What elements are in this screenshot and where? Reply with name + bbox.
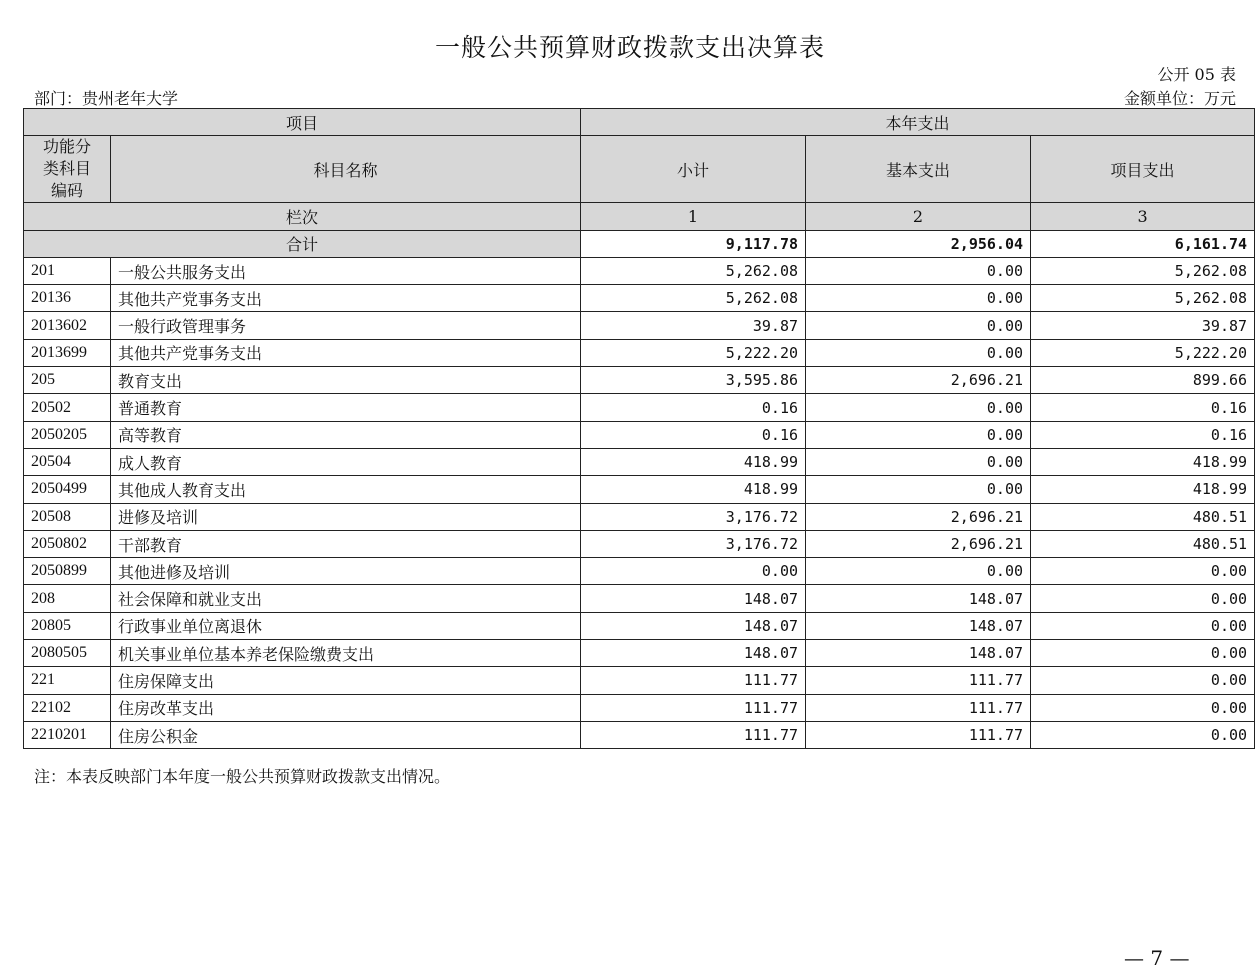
row-code: 2013699 [24, 339, 111, 366]
total-basic: 2,956.04 [806, 230, 1031, 257]
footnote: 注：本表反映部门本年度一般公共预算财政拨款支出情况。 [34, 767, 451, 786]
row-subtotal: 111.77 [581, 694, 806, 721]
row-project: 0.00 [1031, 667, 1255, 694]
row-subtotal: 39.87 [581, 312, 806, 339]
header-basic: 基本支出 [806, 136, 1031, 203]
row-basic: 2,696.21 [806, 367, 1031, 394]
row-subtotal: 3,176.72 [581, 503, 806, 530]
row-subject-name: 其他进修及培训 [111, 558, 581, 585]
row-code: 2210201 [24, 721, 111, 748]
row-code: 20136 [24, 285, 111, 312]
row-subject-name: 住房保障支出 [111, 667, 581, 694]
row-subject-name: 高等教育 [111, 421, 581, 448]
row-project: 0.00 [1031, 585, 1255, 612]
row-code: 20504 [24, 448, 111, 475]
table-row [24, 367, 1255, 394]
header-class-code-line: 编码 [50, 181, 83, 201]
table-row [24, 612, 1255, 639]
row-subject-name: 其他共产党事务支出 [111, 339, 581, 366]
row-subtotal: 5,262.08 [581, 257, 806, 284]
row-code: 205 [24, 367, 111, 394]
table-row [24, 667, 1255, 694]
row-subtotal: 418.99 [581, 448, 806, 475]
row-basic: 0.00 [806, 558, 1031, 585]
row-project: 0.00 [1031, 721, 1255, 748]
row-project: 0.00 [1031, 694, 1255, 721]
row-code: 2050205 [24, 421, 111, 448]
header-column-label: 栏次 [24, 203, 581, 230]
row-code: 2050499 [24, 476, 111, 503]
row-basic: 0.00 [806, 476, 1031, 503]
header-row-column-numbers [24, 203, 1255, 230]
form-number: 公开 05 表 [1157, 65, 1236, 84]
total-label: 合计 [24, 230, 581, 257]
row-basic: 0.00 [806, 339, 1031, 366]
header-row-columns [24, 136, 1255, 203]
row-basic: 0.00 [806, 312, 1031, 339]
row-subject-name: 干部教育 [111, 530, 581, 557]
row-basic: 111.77 [806, 667, 1031, 694]
table-row [24, 285, 1255, 312]
table-row [24, 339, 1255, 366]
row-project: 5,222.20 [1031, 339, 1255, 366]
row-basic: 0.00 [806, 421, 1031, 448]
amount-unit-label: 金额单位：万元 [1123, 89, 1236, 108]
row-subtotal: 111.77 [581, 721, 806, 748]
row-subject-name: 机关事业单位基本养老保险缴费支出 [111, 640, 581, 667]
row-subtotal: 111.77 [581, 667, 806, 694]
row-subject-name: 其他共产党事务支出 [111, 285, 581, 312]
department-label: 部门：贵州老年大学 [34, 89, 179, 108]
row-subject-name: 一般行政管理事务 [111, 312, 581, 339]
row-basic: 148.07 [806, 585, 1031, 612]
row-subtotal: 148.07 [581, 585, 806, 612]
row-basic: 148.07 [806, 612, 1031, 639]
header-col-1: 1 [581, 203, 806, 230]
table-row [24, 257, 1255, 284]
row-subject-name: 住房改革支出 [111, 694, 581, 721]
row-subtotal: 3,176.72 [581, 530, 806, 557]
row-code: 20805 [24, 612, 111, 639]
row-project: 480.51 [1031, 503, 1255, 530]
table-row [24, 394, 1255, 421]
row-project: 0.16 [1031, 421, 1255, 448]
row-code: 221 [24, 667, 111, 694]
header-row-top [24, 109, 1255, 136]
row-code: 2080505 [24, 640, 111, 667]
header-class-code-line: 功能分 [42, 137, 91, 157]
row-basic: 2,696.21 [806, 530, 1031, 557]
header-current-year: 本年支出 [581, 109, 1255, 136]
row-project: 0.00 [1031, 640, 1255, 667]
header-class-code [24, 136, 111, 203]
row-subtotal: 5,262.08 [581, 285, 806, 312]
table-row [24, 476, 1255, 503]
header-subject-name: 科目名称 [111, 136, 581, 203]
row-subject-name: 其他成人教育支出 [111, 476, 581, 503]
row-subtotal: 148.07 [581, 640, 806, 667]
row-basic: 0.00 [806, 394, 1031, 421]
header-item: 项目 [24, 109, 581, 136]
page-number: — 7 — [1124, 946, 1190, 970]
table-row [24, 503, 1255, 530]
row-project: 5,262.08 [1031, 257, 1255, 284]
total-row [24, 230, 1255, 257]
table-row [24, 312, 1255, 339]
row-project: 5,262.08 [1031, 285, 1255, 312]
row-basic: 148.07 [806, 640, 1031, 667]
row-subject-name: 进修及培训 [111, 503, 581, 530]
table-row [24, 640, 1255, 667]
row-subject-name: 行政事业单位离退休 [111, 612, 581, 639]
total-subtotal: 9,117.78 [581, 230, 806, 257]
row-basic: 111.77 [806, 694, 1031, 721]
row-code: 20502 [24, 394, 111, 421]
header-project: 项目支出 [1031, 136, 1255, 203]
row-subject-name: 社会保障和就业支出 [111, 585, 581, 612]
header-col-3: 3 [1031, 203, 1255, 230]
row-subtotal: 0.16 [581, 394, 806, 421]
table-row [24, 448, 1255, 475]
table-row [24, 585, 1255, 612]
header-subtotal: 小计 [581, 136, 806, 203]
table-row [24, 558, 1255, 585]
table-row [24, 721, 1255, 748]
row-project: 0.16 [1031, 394, 1255, 421]
row-basic: 2,696.21 [806, 503, 1031, 530]
row-subject-name: 普通教育 [111, 394, 581, 421]
row-project: 0.00 [1031, 558, 1255, 585]
table-row [24, 694, 1255, 721]
row-basic: 0.00 [806, 257, 1031, 284]
row-subject-name: 住房公积金 [111, 721, 581, 748]
total-project: 6,161.74 [1031, 230, 1255, 257]
header-col-2: 2 [806, 203, 1031, 230]
page-title: 一般公共预算财政拨款支出决算表 [434, 33, 825, 62]
row-basic: 111.77 [806, 721, 1031, 748]
row-code: 2013602 [24, 312, 111, 339]
row-project: 418.99 [1031, 476, 1255, 503]
row-basic: 0.00 [806, 448, 1031, 475]
row-subtotal: 418.99 [581, 476, 806, 503]
row-subtotal: 0.00 [581, 558, 806, 585]
row-subtotal: 0.16 [581, 421, 806, 448]
row-code: 208 [24, 585, 111, 612]
row-code: 20508 [24, 503, 111, 530]
row-code: 22102 [24, 694, 111, 721]
row-subtotal: 3,595.86 [581, 367, 806, 394]
row-project: 418.99 [1031, 448, 1255, 475]
row-subtotal: 148.07 [581, 612, 806, 639]
table-row [24, 530, 1255, 557]
row-project: 39.87 [1031, 312, 1255, 339]
row-subject-name: 成人教育 [111, 448, 581, 475]
row-subtotal: 5,222.20 [581, 339, 806, 366]
row-subject-name: 教育支出 [111, 367, 581, 394]
row-project: 480.51 [1031, 530, 1255, 557]
row-code: 201 [24, 257, 111, 284]
row-subject-name: 一般公共服务支出 [111, 257, 581, 284]
expenditure-table [23, 108, 1255, 749]
row-code: 2050802 [24, 530, 111, 557]
table-row [24, 421, 1255, 448]
row-basic: 0.00 [806, 285, 1031, 312]
row-code: 2050899 [24, 558, 111, 585]
header-class-code-line: 类科目 [42, 159, 91, 179]
row-project: 899.66 [1031, 367, 1255, 394]
row-project: 0.00 [1031, 612, 1255, 639]
